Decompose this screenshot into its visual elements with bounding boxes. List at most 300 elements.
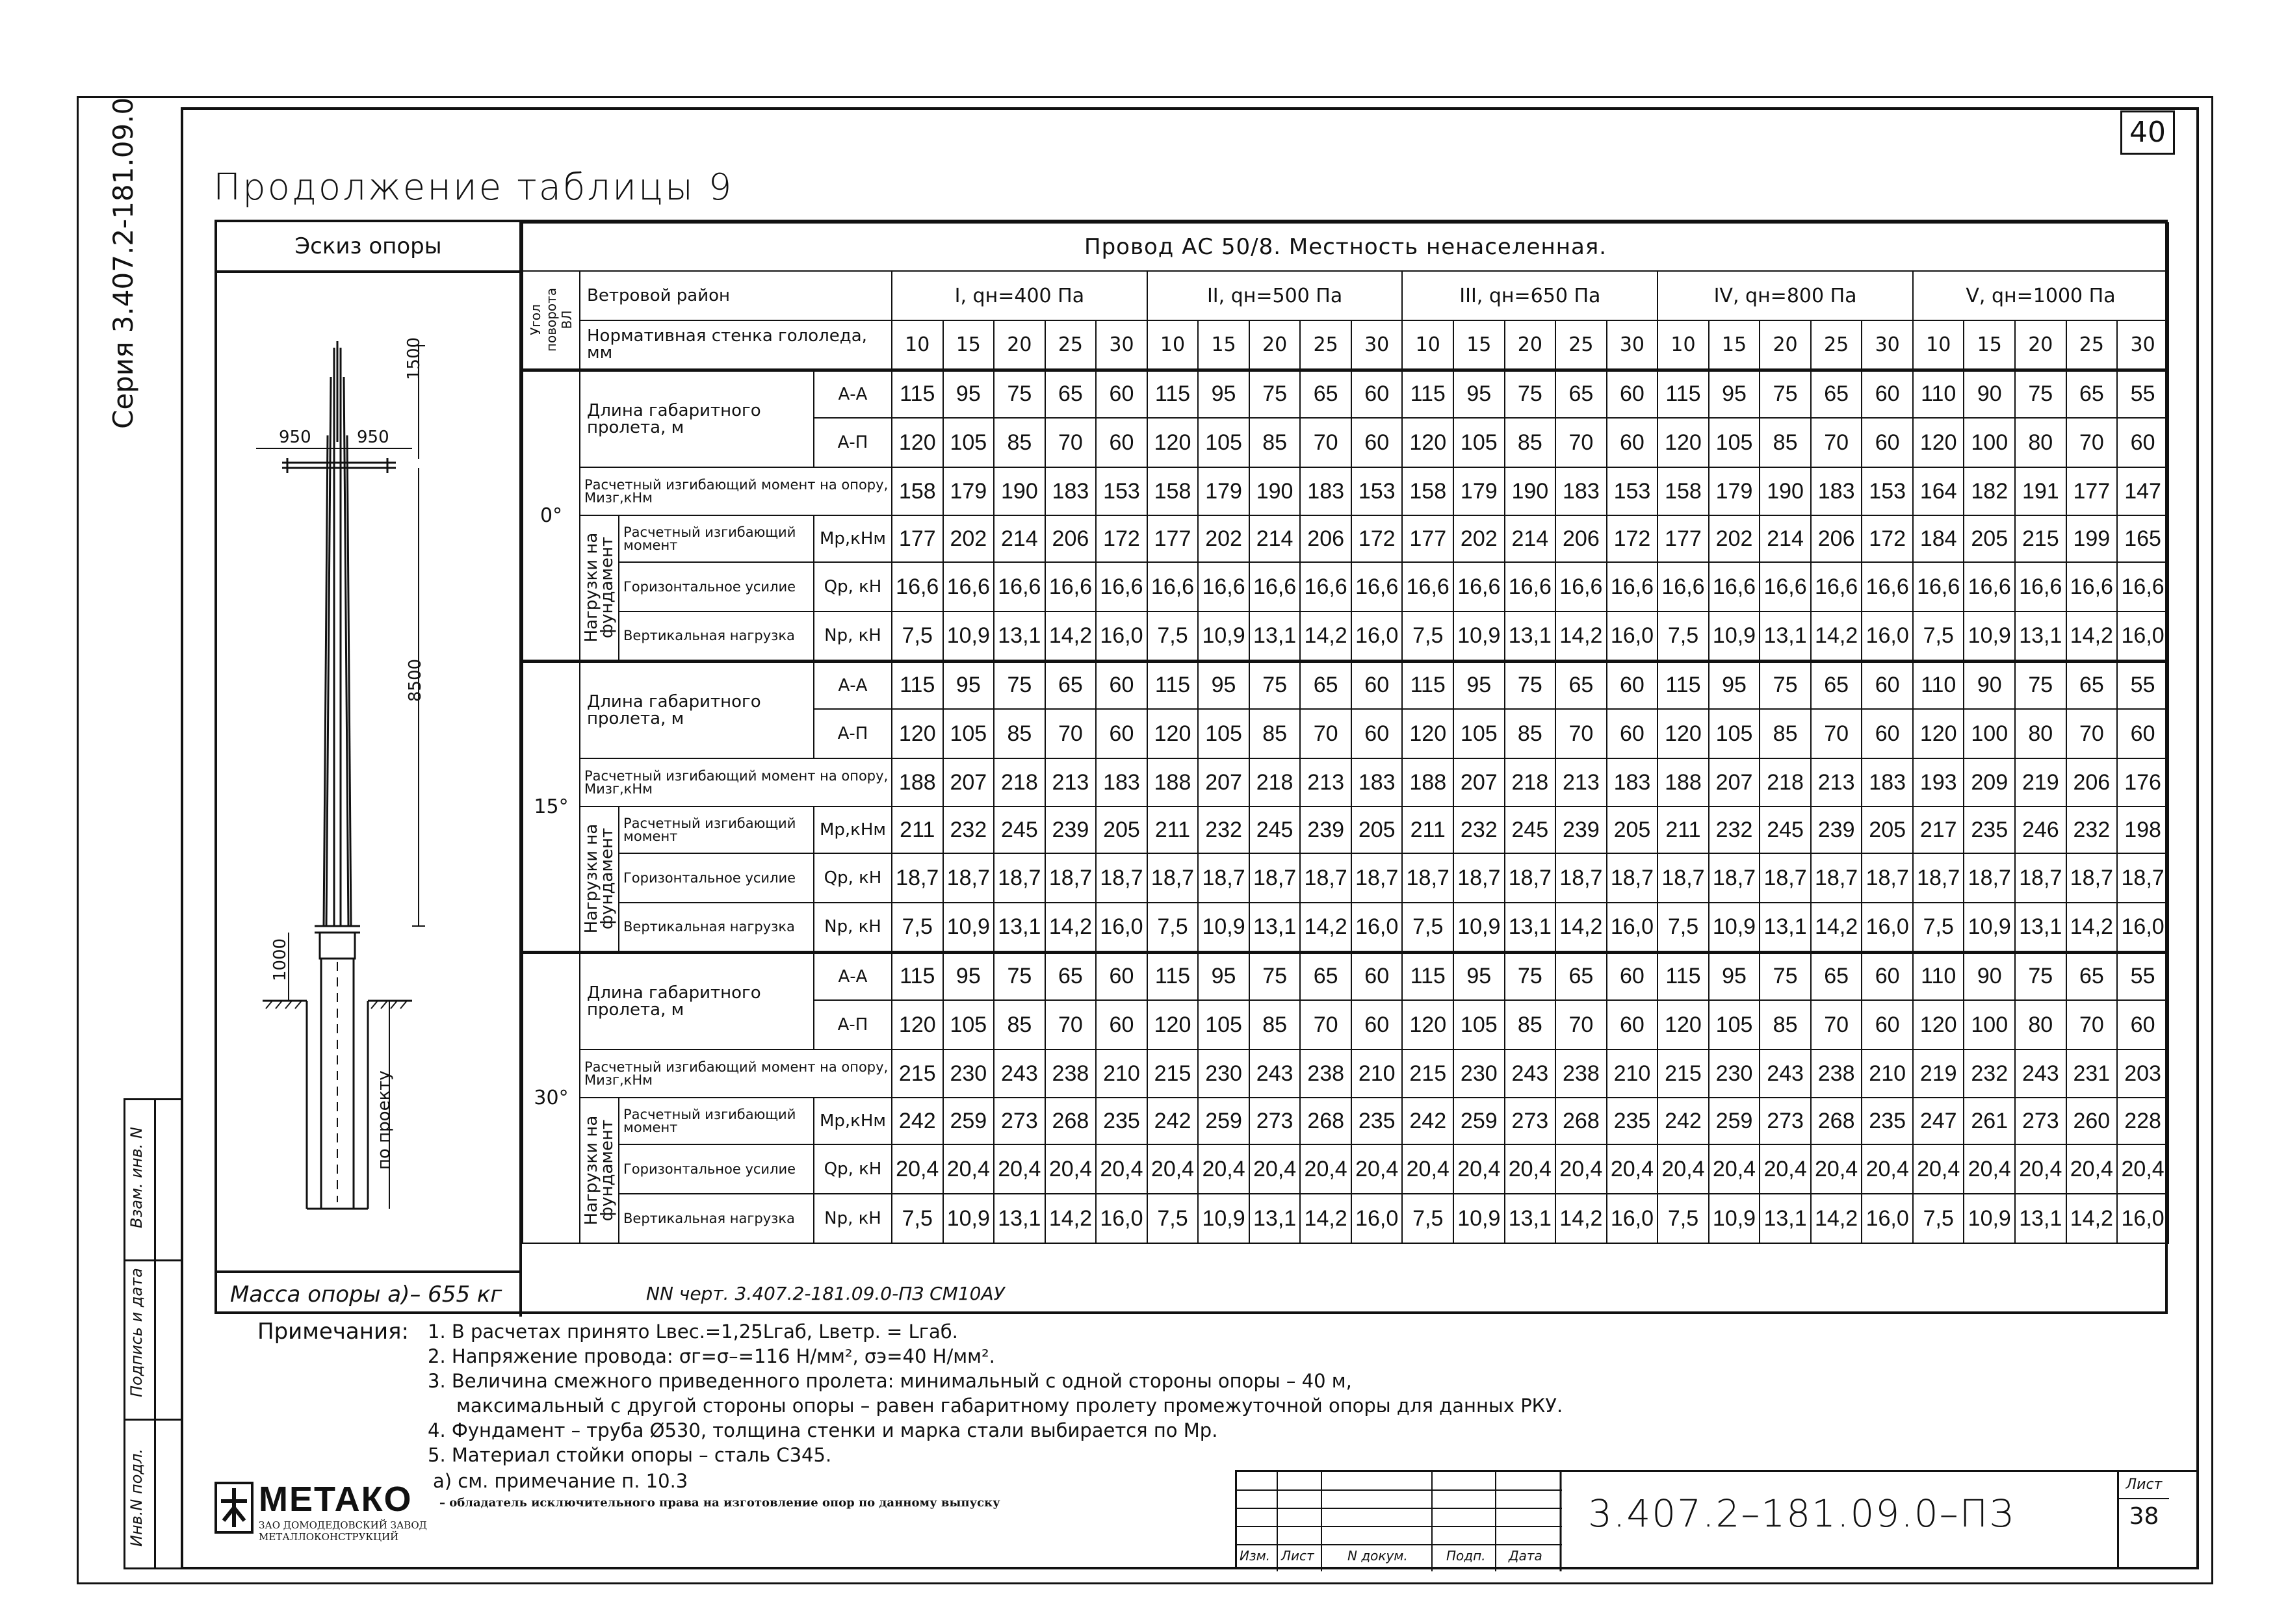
value-cell: 55: [2117, 370, 2168, 418]
value-cell: 177: [1658, 515, 1709, 562]
value-cell: 14,2: [1045, 903, 1097, 952]
value-cell: 95: [1709, 661, 1760, 709]
value-cell: 120: [1147, 418, 1199, 467]
wire-header: Провод АС 50/8. Местность ненаселенная.: [523, 223, 2168, 271]
value-cell: 239: [1811, 806, 1862, 853]
value-cell: 18,7: [1964, 853, 2015, 903]
found-vertical-unit: Nр, кН: [814, 1194, 892, 1243]
value-cell: 214: [1505, 515, 1556, 562]
value-cell: 14,2: [2066, 903, 2118, 952]
found-horizontal-label: Горизонтальное усилие: [619, 1144, 814, 1194]
value-cell: 65: [1045, 661, 1097, 709]
value-cell: 245: [1505, 806, 1556, 853]
value-cell: 16,6: [1555, 562, 1607, 612]
value-cell: 105: [1453, 418, 1505, 467]
ice-value: 25: [2066, 320, 2118, 370]
span-ap-label: А-П: [814, 709, 892, 758]
value-cell: 18,7: [1147, 853, 1199, 903]
value-cell: 115: [1147, 952, 1199, 1000]
value-cell: 188: [1402, 758, 1453, 806]
value-cell: 215: [1147, 1050, 1199, 1098]
value-cell: 153: [1607, 467, 1658, 515]
value-cell: 235: [1964, 806, 2015, 853]
value-cell: 75: [994, 952, 1045, 1000]
value-cell: 60: [1351, 661, 1403, 709]
value-cell: 239: [1555, 806, 1607, 853]
value-cell: 85: [1505, 709, 1556, 758]
value-cell: 18,7: [1607, 853, 1658, 903]
value-cell: 176: [2117, 758, 2168, 806]
value-cell: 110: [1913, 952, 1964, 1000]
strip-divider: [154, 1100, 156, 1567]
value-cell: 10,9: [1709, 612, 1760, 661]
ice-value: 20: [1249, 320, 1301, 370]
value-cell: 95: [1709, 952, 1760, 1000]
stamp-col-list: Лист: [1281, 1548, 1314, 1564]
value-cell: 14,2: [2066, 1194, 2118, 1243]
value-cell: 259: [943, 1098, 994, 1144]
wind-region: I, qн=400 Па: [892, 271, 1147, 320]
logo-line1: ЗАО ДОМОДЕДОВСКИЙ ЗАВОД: [259, 1519, 427, 1531]
found-vertical-unit: Nр, кН: [814, 612, 892, 661]
value-cell: 10,9: [1198, 612, 1249, 661]
value-cell: 16,6: [1402, 562, 1453, 612]
value-cell: 13,1: [2015, 1194, 2066, 1243]
wind-region: III, qн=650 Па: [1402, 271, 1658, 320]
drawing-reference: NN черт. 3.407.2-181.09.0-ПЗ СМ10АУ: [646, 1283, 1005, 1304]
value-cell: 18,7: [1249, 853, 1301, 903]
stamp-replace-inv: Взам. инв. N: [127, 1127, 146, 1228]
value-cell: 100: [1964, 418, 2015, 467]
value-cell: 211: [892, 806, 943, 853]
value-cell: 228: [2117, 1098, 2168, 1144]
value-cell: 218: [1249, 758, 1301, 806]
value-cell: 246: [2015, 806, 2066, 853]
ice-value: 30: [1862, 320, 1913, 370]
value-cell: 153: [1862, 467, 1913, 515]
rights-notice: – обладатель исключительного права на изготовление опор по данному выпуску: [439, 1496, 1000, 1510]
value-cell: 207: [1453, 758, 1505, 806]
value-cell: 20,4: [2015, 1144, 2066, 1194]
document-code: 3.407.2–181.09.0–ПЗ: [1588, 1491, 2015, 1536]
value-cell: 110: [1913, 370, 1964, 418]
value-cell: 7,5: [1913, 612, 1964, 661]
value-cell: 247: [1913, 1098, 1964, 1144]
ice-value: 10: [1147, 320, 1199, 370]
stamp-signature-date: Подпись и дата: [127, 1268, 146, 1397]
foundation-label-text: Нагрузки на фундамент: [582, 1115, 617, 1226]
value-cell: 18,7: [1555, 853, 1607, 903]
value-cell: 16,6: [994, 562, 1045, 612]
value-cell: 120: [1913, 1000, 1964, 1050]
value-cell: 13,1: [994, 903, 1045, 952]
value-cell: 213: [1811, 758, 1862, 806]
value-cell: 18,7: [1505, 853, 1556, 903]
value-cell: 242: [892, 1098, 943, 1144]
value-cell: 70: [1045, 1000, 1097, 1050]
value-cell: 242: [1402, 1098, 1453, 1144]
value-cell: 190: [1760, 467, 1811, 515]
value-cell: 10,9: [1453, 1194, 1505, 1243]
logo-icon: [214, 1482, 254, 1534]
span-aa-label: А-А: [814, 952, 892, 1000]
value-cell: 238: [1045, 1050, 1097, 1098]
value-cell: 70: [1300, 709, 1351, 758]
value-cell: 16,0: [1607, 612, 1658, 661]
row-found-vertical: [523, 612, 2168, 661]
value-cell: 10,9: [1198, 903, 1249, 952]
value-cell: 206: [1045, 515, 1097, 562]
value-cell: 120: [1658, 709, 1709, 758]
value-cell: 213: [1045, 758, 1097, 806]
dim-arm-right: 950: [357, 428, 389, 447]
value-cell: 60: [1862, 418, 1913, 467]
value-cell: 218: [1505, 758, 1556, 806]
value-cell: 158: [1402, 467, 1453, 515]
value-cell: 65: [1045, 952, 1097, 1000]
value-cell: 70: [2066, 418, 2118, 467]
value-cell: 85: [1505, 1000, 1556, 1050]
ice-value: 15: [943, 320, 994, 370]
value-cell: 18,7: [1658, 853, 1709, 903]
span-ap-label: А-П: [814, 1000, 892, 1050]
value-cell: 219: [1913, 1050, 1964, 1098]
value-cell: 60: [1862, 661, 1913, 709]
value-cell: 261: [1964, 1098, 2015, 1144]
value-cell: 10,9: [1964, 1194, 2015, 1243]
value-cell: 65: [2066, 661, 2118, 709]
value-cell: 14,2: [1811, 903, 1862, 952]
value-cell: 20,4: [1096, 1144, 1147, 1194]
found-moment-label: Расчетный изгибающий момент: [619, 515, 814, 562]
value-cell: 115: [1147, 661, 1199, 709]
value-cell: 188: [1658, 758, 1709, 806]
value-cell: 210: [1351, 1050, 1403, 1098]
value-cell: 20,4: [1709, 1144, 1760, 1194]
value-cell: 153: [1351, 467, 1403, 515]
value-cell: 85: [994, 1000, 1045, 1050]
logo-name: МЕТАКО: [259, 1480, 413, 1519]
value-cell: 70: [1555, 709, 1607, 758]
value-cell: 65: [1555, 370, 1607, 418]
value-cell: 7,5: [1658, 1194, 1709, 1243]
value-cell: 120: [1402, 418, 1453, 467]
value-cell: 75: [1760, 661, 1811, 709]
value-cell: 268: [1811, 1098, 1862, 1144]
span-label: Длина габаритного пролета, м: [580, 370, 814, 467]
stamp-inv-original: Инв.N подл.: [127, 1449, 146, 1547]
value-cell: 16,6: [1198, 562, 1249, 612]
value-cell: 7,5: [1913, 1194, 1964, 1243]
value-cell: 95: [1198, 370, 1249, 418]
value-cell: 230: [1453, 1050, 1505, 1098]
value-cell: 16,6: [892, 562, 943, 612]
value-cell: 13,1: [1505, 1194, 1556, 1243]
ice-value: 10: [1402, 320, 1453, 370]
value-cell: 13,1: [2015, 612, 2066, 661]
value-cell: 20,4: [994, 1144, 1045, 1194]
value-cell: 60: [1351, 1000, 1403, 1050]
value-cell: 120: [1402, 1000, 1453, 1050]
value-cell: 16,6: [2117, 562, 2168, 612]
found-horizontal-unit: Qр, кН: [814, 853, 892, 903]
value-cell: 183: [1300, 467, 1351, 515]
value-cell: 105: [943, 709, 994, 758]
angle-header: [523, 271, 580, 370]
row-found-moment: [523, 515, 2168, 562]
value-cell: 235: [1351, 1098, 1403, 1144]
value-cell: 65: [1300, 370, 1351, 418]
ice-value: 15: [1709, 320, 1760, 370]
value-cell: 14,2: [2066, 612, 2118, 661]
value-cell: 219: [2015, 758, 2066, 806]
row-found-horizontal: [523, 853, 2168, 903]
value-cell: 7,5: [1913, 903, 1964, 952]
value-cell: 115: [1402, 661, 1453, 709]
value-cell: 80: [2015, 709, 2066, 758]
value-cell: 10,9: [1453, 903, 1505, 952]
note-1: 1. В расчетах принято Lвес.=1,25Lгаб, Lветр. = Lгаб.: [428, 1321, 958, 1343]
value-cell: 60: [2117, 1000, 2168, 1050]
value-cell: 75: [994, 661, 1045, 709]
ice-value: 10: [1658, 320, 1709, 370]
value-cell: 18,7: [1862, 853, 1913, 903]
value-cell: 243: [1505, 1050, 1556, 1098]
value-cell: 85: [1505, 418, 1556, 467]
value-cell: 20,4: [1198, 1144, 1249, 1194]
value-cell: 16,6: [1351, 562, 1403, 612]
value-cell: 14,2: [1555, 612, 1607, 661]
moment-label: Расчетный изгибающий момент на опору, Mизг,кНм: [580, 1050, 892, 1098]
value-cell: 199: [2066, 515, 2118, 562]
value-cell: 14,2: [1300, 903, 1351, 952]
value-cell: 273: [2015, 1098, 2066, 1144]
value-cell: 191: [2015, 467, 2066, 515]
value-cell: 10,9: [943, 903, 994, 952]
value-cell: 70: [2066, 1000, 2118, 1050]
value-cell: 120: [1913, 709, 1964, 758]
value-cell: 95: [1198, 661, 1249, 709]
value-cell: 115: [892, 370, 943, 418]
value-cell: 75: [1249, 661, 1301, 709]
moment-label: Расчетный изгибающий момент на опору, Mизг,кНм: [580, 467, 892, 515]
value-cell: 206: [1555, 515, 1607, 562]
value-cell: 243: [1249, 1050, 1301, 1098]
value-cell: 20,4: [1147, 1144, 1199, 1194]
value-cell: 16,6: [1811, 562, 1862, 612]
value-cell: 18,7: [1198, 853, 1249, 903]
ice-value: 25: [1300, 320, 1351, 370]
value-cell: 90: [1964, 661, 2015, 709]
value-cell: 60: [1862, 370, 1913, 418]
value-cell: 95: [1453, 370, 1505, 418]
value-cell: 172: [1607, 515, 1658, 562]
value-cell: 120: [892, 418, 943, 467]
found-vertical-label: Вертикальная нагрузка: [619, 612, 814, 661]
value-cell: 60: [1096, 418, 1147, 467]
value-cell: 190: [994, 467, 1045, 515]
value-cell: 209: [1964, 758, 2015, 806]
value-cell: 18,7: [2015, 853, 2066, 903]
note-3: 3. Величина смежного приведенного пролета: минимальный с одной стороны опоры – 40 м,: [428, 1370, 1352, 1392]
value-cell: 165: [2117, 515, 2168, 562]
value-cell: 115: [892, 952, 943, 1000]
value-cell: 20,4: [1505, 1144, 1556, 1194]
wind-region: II, qн=500 Па: [1147, 271, 1403, 320]
found-moment-unit: Mр,кНм: [814, 515, 892, 562]
ice-value: 15: [1198, 320, 1249, 370]
value-cell: 183: [1351, 758, 1403, 806]
value-cell: 16,0: [1096, 612, 1147, 661]
value-cell: 120: [1658, 1000, 1709, 1050]
value-cell: 206: [1811, 515, 1862, 562]
value-cell: 164: [1913, 467, 1964, 515]
value-cell: 18,7: [1811, 853, 1862, 903]
value-cell: 60: [1607, 418, 1658, 467]
value-cell: 13,1: [1249, 1194, 1301, 1243]
value-cell: 95: [943, 370, 994, 418]
value-cell: 202: [1453, 515, 1505, 562]
dim-shaft: 8500: [406, 658, 425, 702]
notes-label: Примечания:: [257, 1319, 409, 1345]
value-cell: 105: [1198, 418, 1249, 467]
value-cell: 16,6: [1453, 562, 1505, 612]
value-cell: 85: [994, 709, 1045, 758]
foundation-label-text: Нагрузки на фундамент: [582, 823, 617, 934]
value-cell: 14,2: [1555, 903, 1607, 952]
value-cell: 105: [943, 418, 994, 467]
value-cell: 120: [1658, 418, 1709, 467]
value-cell: 65: [1555, 952, 1607, 1000]
value-cell: 205: [1607, 806, 1658, 853]
value-cell: 85: [1249, 418, 1301, 467]
value-cell: 16,0: [1351, 612, 1403, 661]
value-cell: 75: [1249, 952, 1301, 1000]
header-row-wind: [523, 271, 2168, 320]
value-cell: 90: [1964, 952, 2015, 1000]
value-cell: 13,1: [994, 612, 1045, 661]
value-cell: 7,5: [1402, 903, 1453, 952]
value-cell: 18,7: [943, 853, 994, 903]
ice-value: 30: [1607, 320, 1658, 370]
value-cell: 172: [1862, 515, 1913, 562]
value-cell: 18,7: [1709, 853, 1760, 903]
value-cell: 85: [1249, 709, 1301, 758]
value-cell: 230: [1198, 1050, 1249, 1098]
value-cell: 207: [1709, 758, 1760, 806]
value-cell: 115: [1658, 661, 1709, 709]
value-cell: 207: [1198, 758, 1249, 806]
value-cell: 85: [1760, 1000, 1811, 1050]
value-cell: 7,5: [1402, 612, 1453, 661]
value-cell: 245: [994, 806, 1045, 853]
found-horizontal-label: Горизонтальное усилие: [619, 562, 814, 612]
value-cell: 147: [2117, 467, 2168, 515]
value-cell: 10,9: [1709, 1194, 1760, 1243]
value-cell: 183: [1862, 758, 1913, 806]
page-title: Продолжение таблицы 9: [213, 166, 734, 209]
value-cell: 16,6: [1760, 562, 1811, 612]
foundation-label: [580, 1098, 619, 1243]
value-cell: 239: [1300, 806, 1351, 853]
value-cell: 20,4: [1913, 1144, 1964, 1194]
value-cell: 70: [1811, 1000, 1862, 1050]
value-cell: 95: [1453, 661, 1505, 709]
value-cell: 177: [1147, 515, 1199, 562]
value-cell: 105: [1709, 418, 1760, 467]
value-cell: 210: [1862, 1050, 1913, 1098]
value-cell: 16,0: [1862, 1194, 1913, 1243]
value-cell: 105: [943, 1000, 994, 1050]
value-cell: 120: [1147, 709, 1199, 758]
value-cell: 10,9: [1964, 612, 2015, 661]
value-cell: 179: [1198, 467, 1249, 515]
value-cell: 60: [1096, 709, 1147, 758]
value-cell: 65: [1045, 370, 1097, 418]
value-cell: 231: [2066, 1050, 2118, 1098]
stamp-col-sign: Подп.: [1446, 1548, 1486, 1564]
value-cell: 60: [1351, 418, 1403, 467]
value-cell: 16,0: [2117, 903, 2168, 952]
value-cell: 203: [2117, 1050, 2168, 1098]
value-cell: 207: [943, 758, 994, 806]
value-cell: 202: [1198, 515, 1249, 562]
value-cell: 20,4: [1658, 1144, 1709, 1194]
value-cell: 183: [1607, 758, 1658, 806]
note-4: 4. Фундамент – труба Ø530, толщина стенки и марка стали выбирается по Mр.: [428, 1419, 1218, 1441]
row-moment: [523, 1050, 2168, 1098]
ice-value: 25: [1045, 320, 1097, 370]
value-cell: 120: [1147, 1000, 1199, 1050]
value-cell: 75: [1505, 952, 1556, 1000]
value-cell: 215: [2015, 515, 2066, 562]
value-cell: 190: [1505, 467, 1556, 515]
value-cell: 206: [1300, 515, 1351, 562]
value-cell: 232: [943, 806, 994, 853]
value-cell: 213: [1555, 758, 1607, 806]
found-moment-unit: Mр,кНм: [814, 806, 892, 853]
value-cell: 14,2: [1045, 612, 1097, 661]
value-cell: 183: [1045, 467, 1097, 515]
found-horizontal-unit: Qр, кН: [814, 1144, 892, 1194]
value-cell: 65: [2066, 952, 2118, 1000]
value-cell: 120: [892, 709, 943, 758]
wind-label: Ветровой район: [580, 271, 892, 320]
value-cell: 75: [2015, 952, 2066, 1000]
value-cell: 16,0: [2117, 612, 2168, 661]
value-cell: 188: [1147, 758, 1199, 806]
row-span-aa: [523, 952, 2168, 1000]
angle-value: 0°: [523, 370, 580, 661]
value-cell: 232: [2066, 806, 2118, 853]
value-cell: 70: [1811, 418, 1862, 467]
value-cell: 70: [2066, 709, 2118, 758]
value-cell: 232: [1198, 806, 1249, 853]
value-cell: 100: [1964, 709, 2015, 758]
value-cell: 20,4: [1811, 1144, 1862, 1194]
note-5: 5. Материал стойки опоры – сталь С345.: [428, 1444, 832, 1466]
value-cell: 18,7: [1913, 853, 1964, 903]
value-cell: 16,0: [1351, 903, 1403, 952]
ice-value: 30: [1351, 320, 1403, 370]
value-cell: 10,9: [1964, 903, 2015, 952]
value-cell: 7,5: [892, 903, 943, 952]
value-cell: 13,1: [1505, 612, 1556, 661]
value-cell: 95: [1453, 952, 1505, 1000]
value-cell: 16,6: [1505, 562, 1556, 612]
value-cell: 90: [1964, 370, 2015, 418]
value-cell: 7,5: [1147, 1194, 1199, 1243]
